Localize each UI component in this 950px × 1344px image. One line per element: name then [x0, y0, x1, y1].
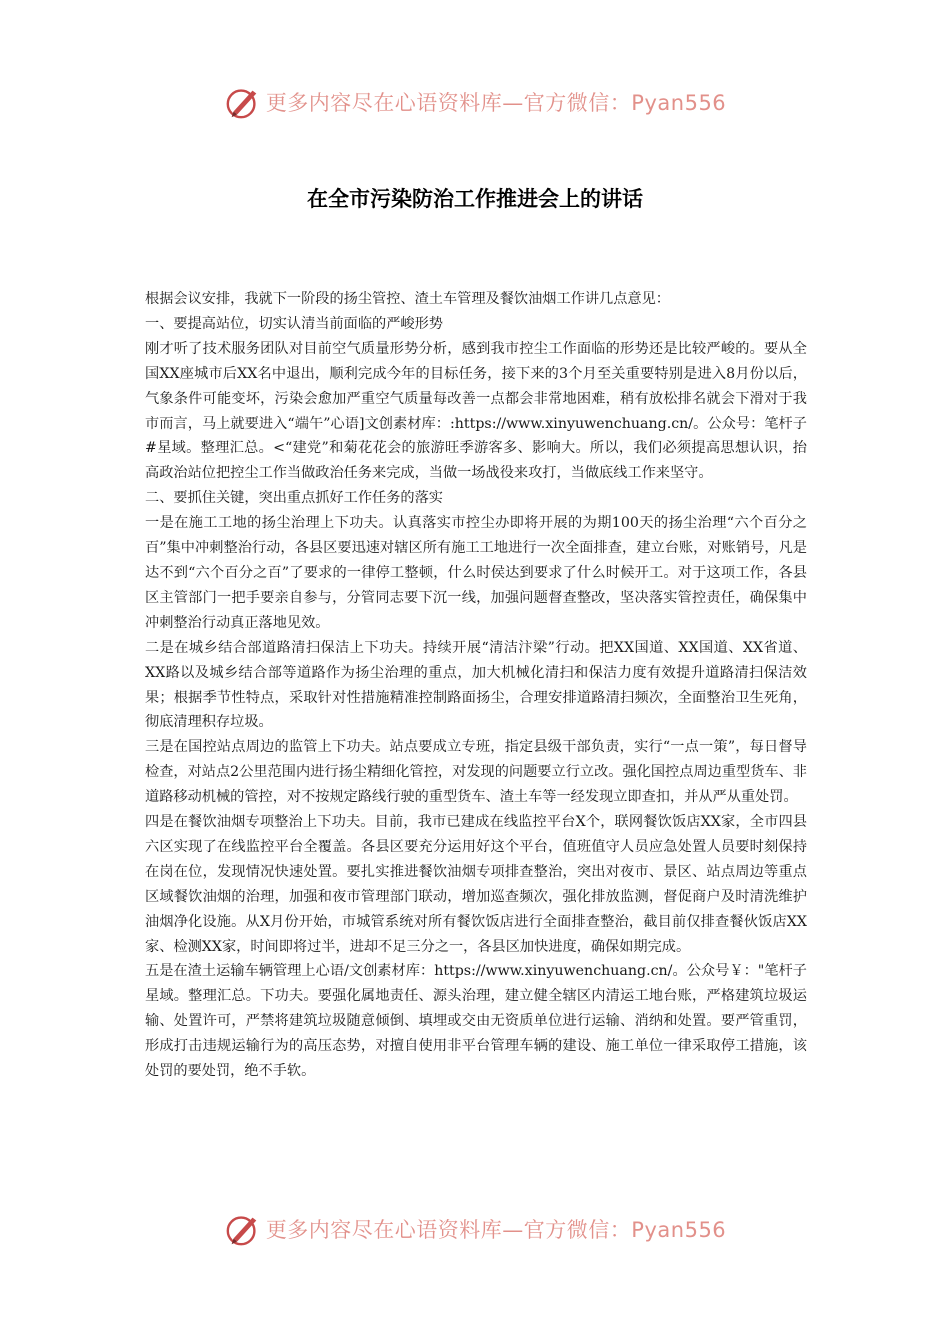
section-heading-1: 一、要提高站位，切实认清当前面临的严峻形势: [145, 315, 443, 332]
document-body: [145, 287, 807, 1084]
paragraph: 一是在施工工地的扬尘治理上下功夫。认真落实市控尘办即将开展的为期100天的扬尘治理“六个百分之百”集中冲刺整治行动，各县区要迅速对辖区所有施工工地进行一次全面排查，建立台账，对账销号，凡是达不到“六个百分之百”了要求的一律停工整顿，什么时侯达到要求了什么时候开工。对于这项工作，各县区主管部门一把手要亲自参与，分管同志要下沉一线，加强问题督查整改，坚决落实管控责任，确保集中冲刺整治行动真正落地见效。: [145, 515, 807, 631]
paragraph-intro: 根据会议安排，我就下一阶段的扬尘管控、渣土车管理及餐饮油烟工作讲几点意见：: [145, 291, 670, 307]
pen-circle-logo-icon: [224, 1210, 262, 1248]
document-title: 在全市污染防治工作推进会上的讲话: [307, 187, 643, 211]
paragraph: 四是在餐饮油烟专项整治上下功夫。目前，我市已建成在线监控平台X个，联网餐饮饭店XX家，全市四县六区实现了在线监控平台全覆盖。各县区要充分运用好这个平台，值班值守人员应急处置人员要时刻保持在岗在位，发现情况快速处置。要扎实推进餐饮油烟专项排查整治，突出对夜市、景区、站点周边等重点区域餐饮油烟的治理，加强和夜市管理部门联动，增加巡查频次，强化排放监测，督促商户及时清洗维护油烟净化设施。从X月份开始，市城管系统对所有餐饮饭店进行全面排查整治，截目前仅排查餐伙饭店XX家、检测XX家，时间即将过半，进却不足三分之一，各县区加快进度，确保如期完成。: [145, 814, 807, 955]
watermark-text: 更多内容尽在心语资料库—官方微信：Pyan556: [265, 1218, 727, 1242]
pen-circle-logo-icon: [224, 83, 262, 121]
header-watermark-banner: [0, 82, 950, 122]
paragraph: 二是在城乡结合部道路清扫保洁上下功夫。持续开展“清洁汴梁”行动。把XX国道、XX国道、XX省道、XX路以及城乡结合部等道路作为扬尘治理的重点，加大机械化清扫和保洁力度有效提升道路清扫保洁效果；根据季节性特点，采取针对性措施精准控制路面扬尘，合理安排道路清扫频次，全面整治卫生死角，彻底清理积存垃圾。: [145, 639, 807, 731]
section-heading-2: 二、要抓住关键，突出重点抓好工作任务的落实: [145, 490, 443, 507]
paragraph: 三是在国控站点周边的监管上下功夫。站点要成立专班，指定县级干部负责，实行“一点一策”，每日督导检查，对站点2公里范围内进行扬尘精细化管控，对发现的问题要立行立改。强化国控点周边重型货车、非道路移动机械的管控，对不按规定路线行驶的重型货车、渣土车等一经发现立即查扣，并从严从重处罚。: [145, 739, 807, 806]
paragraph: 五是在渣土运输车辆管理上心语/文创素材库：https://www.xinyuwenchuang.cn/。公众号￥："笔杆子星域。整理汇总。下功夫。要强化属地责任、源头治理，建立健全辖区内清运工地台账，严格建筑垃圾运输、处置许可，严禁将建筑垃圾随意倾倒、填埋或交由无资质单位进行运输、消纳和处置。要严管重罚，形成打击违规运输行为的高压态势，对擅自使用非平台管理车辆的建设、施工单位一律采取停工措施，该处罚的要处罚，绝不手软。: [145, 963, 807, 1080]
watermark-text: 更多内容尽在心语资料库—官方微信：Pyan556: [265, 91, 727, 115]
paragraph: 刚才听了技术服务团队对目前空气质量形势分析，感到我市控尘工作面临的形势还是比较严峻的。要从全国XX座城市后XX名中退出，顺利完成今年的目标任务，接下来的3个月至关重要特别是进入8月份以后，气象条件可能变坏，污染会愈加严重空气质量每改善一点都会非常地困难，稍有放松排名就会下滑对于我市而言，马上就要进入“端午”心语]文创素材库：:https://www.xinyuwenchuang.cn/。公众号：笔杆子#星域。整理汇总。<“建党”和菊花花会的旅游旺季游客多、影响大。所以，我们必须提高思想认识，抬高政治站位把控尘工作当做政治任务来完成，当做一场战役来攻打，当做底线工作来坚守。: [145, 340, 807, 482]
footer-watermark-banner: [0, 1209, 950, 1249]
